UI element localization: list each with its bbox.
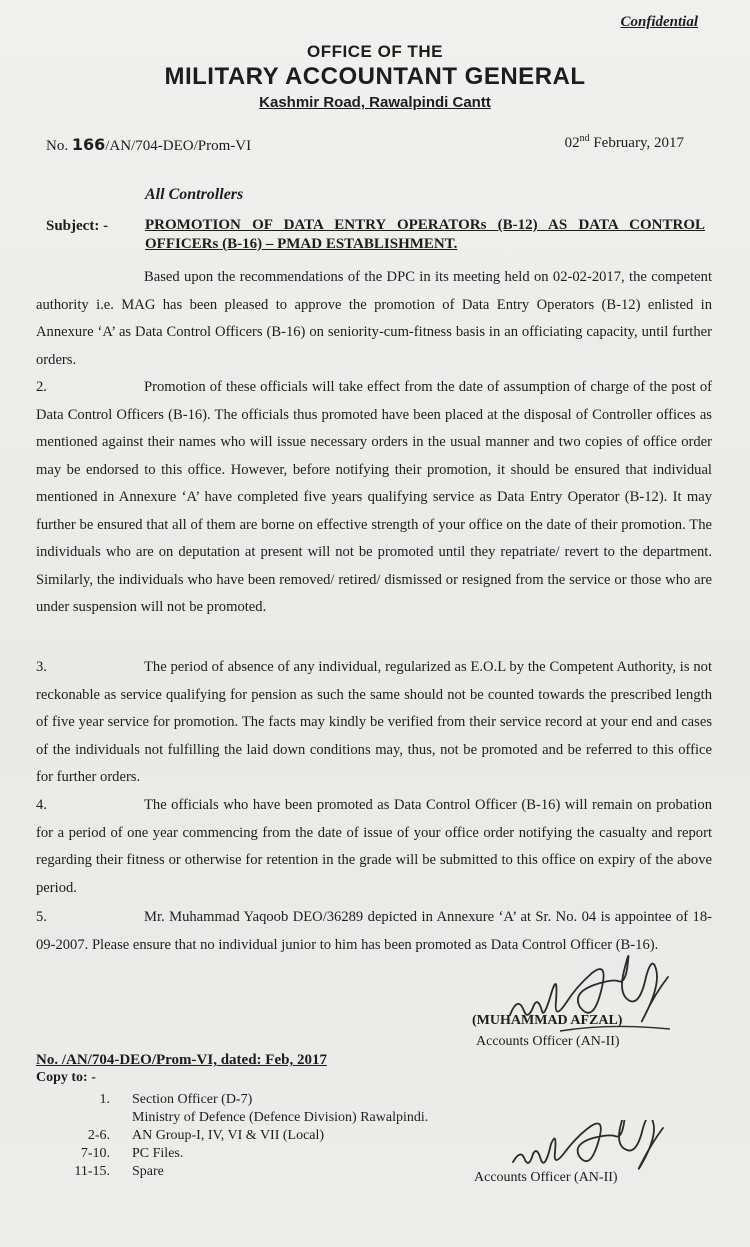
- letter-date: [565, 133, 684, 152]
- signatory-title: Accounts Officer (AN-II): [476, 1034, 620, 1049]
- date-day: 02: [564, 135, 580, 151]
- list-item: 1. Section Officer (D-7): [99, 1092, 253, 1107]
- paragraph-4: [36, 792, 712, 902]
- paragraph-2-number: 2.: [36, 379, 47, 395]
- copy-reference: No. /AN/704-DEO/Prom-VI, dated: Feb, 2017: [36, 1052, 327, 1068]
- paragraph-4-number: 4.: [36, 797, 47, 813]
- header-organization: MILITARY ACCOUNTANT GENERAL: [164, 63, 586, 90]
- list-item: 11-15. Spare: [74, 1164, 164, 1179]
- reference-prefix: No.: [46, 138, 72, 154]
- subject-text: PROMOTION OF DATA ENTRY OPERATORs (B-12) AS DATA CONTROL OFFICERs (B-16) – PMAD ESTABLISHMENT.: [145, 217, 705, 252]
- signatory-name: (MUHAMMAD AFZAL): [472, 1013, 623, 1028]
- date-suffix: nd: [579, 133, 590, 144]
- list-item: 2-6. AN Group-I, IV, VI & VII (Local): [87, 1128, 325, 1143]
- confidential-mark: Confidential: [620, 14, 698, 30]
- paragraph-1: Based upon the recommendations of the DPC in its meeting held on 02-02-2017, the competent authority i.e. MAG has been pleased to approve the promotion of Data Entry Operators (B-12) enlisted in Annexure ‘A’ as Data Control Officers (B-16) on seniority-cum-fitness basis in an officiating capacity, until further orders.: [36, 269, 712, 368]
- paragraph-5: [36, 904, 712, 959]
- paragraph-5-number: 5.: [36, 909, 47, 925]
- addressee: All Controllers: [145, 186, 244, 203]
- paragraph-4-text: The officials who have been promoted as Data Control Officer (B-16) will remain on probation for a period of one year commencing from the date of issue of your office order notifying the casualty and report regarding their fitness or otherwise for retention in the grade will be submitted to this office on expiry of the above period.: [36, 797, 712, 896]
- subject-label: Subject: -: [46, 218, 109, 234]
- header-office-line: OFFICE OF THE: [307, 42, 443, 61]
- paragraph-3-text: The period of absence of any individual, regularized as E.O.L by the Competent Authority, is not reckonable as service qualifying for pension as such the same should not be counted towards the prescribed length of five year service for promotion. The facts may kindly be verified from their service record at your end and cases of the individuals not fulfilling the laid down conditions may, thus, not be promoted and be referred to this office for further orders.: [36, 659, 712, 785]
- signatory-title-copy: Accounts Officer (AN-II): [474, 1170, 618, 1185]
- copy-list: [36, 1091, 428, 1181]
- reference-suffix: /AN/704-DEO/Prom-VI: [105, 138, 252, 154]
- paragraph-2: [36, 374, 712, 622]
- paragraph-3-number: 3.: [36, 659, 47, 675]
- paragraph-3: [36, 654, 712, 792]
- reference-handwritten-number: 166: [71, 135, 106, 154]
- header-address: Kashmir Road, Rawalpindi Cantt: [259, 94, 491, 111]
- paragraph-5-text: Mr. Muhammad Yaqoob DEO/36289 depicted in Annexure ‘A’ at Sr. No. 04 is appointee of 18-09-2007. Please ensure that no individual junior to him has been promoted as Data Control Officer (B-16).: [36, 909, 712, 953]
- list-item: Ministry of Defence (Defence Division) Rawalpindi.: [132, 1110, 429, 1125]
- paragraph-2-text: Promotion of these officials will take effect from the date of assumption of charge of the post of Data Control Officers (B-16). The officials thus promoted have been placed at the disposal of Controller offices as mentioned against their names who will issue necessary orders in the usual manner and two copies of office order may be endorsed to this office. However, before notifying their promotion, it should be ensured that individual mentioned in Annexure ‘A’ have completed five years qualifying service as Data Entry Operator (B-12). It may further be ensured that all of them are borne on effective strength of your office on the date of their promotion. The individuals who are on deputation at present will not be promoted until they repatriate/ revert to the department. Similarly, the individuals who have been removed/ retired/ dismissed or resigned from the service or those who are under suspension will not be promoted.: [36, 379, 712, 615]
- list-item: 7-10. PC Files.: [80, 1146, 184, 1161]
- reference-number: [46, 135, 251, 155]
- copy-to-label: Copy to: -: [36, 1070, 96, 1085]
- date-rest: February, 2017: [589, 135, 684, 151]
- handwritten-signature-copy: [505, 1120, 695, 1210]
